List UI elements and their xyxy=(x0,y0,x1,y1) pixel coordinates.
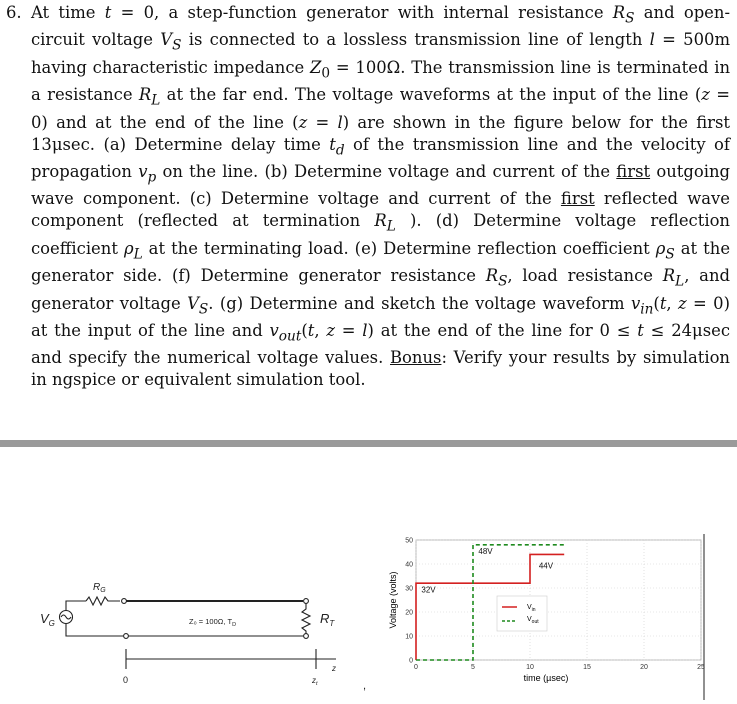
x-tick-label: 20 xyxy=(640,664,648,671)
terminal-bottom-right xyxy=(304,634,309,639)
data-label: 44V xyxy=(538,561,554,571)
terminal-top-left xyxy=(122,599,127,604)
axis-end-label: $z_t$ xyxy=(312,676,318,687)
rt-label: $R_T$ xyxy=(320,611,335,628)
resistor-rt xyxy=(302,604,310,634)
y-tick-label: 0 xyxy=(409,657,413,665)
problem-statement xyxy=(6,2,730,392)
x-tick-label: 5 xyxy=(471,664,475,671)
x-tick-label: 15 xyxy=(583,664,591,671)
plot-area xyxy=(416,540,701,660)
legend-vout-label: $V_{out}$ xyxy=(527,616,539,625)
problem-text: At time t = 0, a step-function generator with internal resistance $R_S$ and open-circuit voltage $V_S$ is connected to a lossless transmission line of length l = 500m having characteristic impedance $Z_0 = 100\Omega$. The transmission line is terminated in a resistance $R_L$ at the far end. The voltage waveforms at the input of the line (z = 0) and at the end of the line (z = l) are shown in the figure below for the first 13μsec. (a) Determine delay time $t_d$ of the transmission line and the velocity of propagation $v_p$ on the line. (b) Determine voltage and current of the first outgoing wave component. (c) Determine voltage and current of the first reflected wave component (reflected at termination $R_L$ ). (d) Determine voltage reflection coefficient $\rho_L$ at the terminating load. (e) Determine reflection coefficient $\rho_S$ at the generator side. (f) Determine generator resistance $R_S$, load resistance $R_L$, and generator voltage $V_S$. (g) Determine and sketch the voltage waveform $v_{in}(t$, z = 0) at the input of the line and $v_{out}(t$, z = l) at the end of the line for 0 ≤ t ≤ 24μsec and specify the numerical voltage values. Bonus: Verify your results by simulation in ngspice or equivalent simulation tool. xyxy=(31,3,731,390)
source-label: $V_G$ xyxy=(40,611,55,628)
line-impedance-label: Z₀ = 100Ω, $T_D$ xyxy=(189,617,237,628)
y-tick-label: 50 xyxy=(405,537,413,545)
plot-legend xyxy=(497,596,547,631)
x-tick-label: 10 xyxy=(526,664,534,671)
terminal-top-right xyxy=(304,599,309,604)
y-tick-label: 10 xyxy=(405,633,413,641)
x-tick-label: 0 xyxy=(414,664,418,671)
problem-number: 6. xyxy=(6,3,22,22)
y-tick-label: 40 xyxy=(405,561,413,569)
axis-zero-label: 0 xyxy=(123,675,129,685)
comma-separator: , xyxy=(363,680,367,692)
voltage-plot xyxy=(388,538,705,684)
wire-top-left xyxy=(66,601,86,611)
x-axis-label: time (µsec) xyxy=(523,673,569,683)
rg-label: $R_G$ xyxy=(93,582,106,594)
y-tick-label: 20 xyxy=(405,609,413,617)
terminal-bottom-left xyxy=(124,634,129,639)
x-tick-label: 25 xyxy=(697,664,705,671)
figure-svg xyxy=(0,447,737,700)
figure-panel xyxy=(0,447,737,700)
legend-vin-label: $V_{in}$ xyxy=(527,604,536,613)
circuit-labels xyxy=(40,582,366,692)
resistor-rg xyxy=(86,597,120,605)
source-wave-icon xyxy=(61,615,71,619)
axis-z-label: z xyxy=(332,664,336,673)
y-tick-label: 30 xyxy=(405,585,413,593)
wire-bottom-left xyxy=(66,624,123,637)
circuit-diagram xyxy=(60,597,337,669)
section-divider xyxy=(0,440,737,447)
data-label: 48V xyxy=(478,547,493,557)
y-axis-label: Voltage (volts) xyxy=(388,571,398,629)
data-label: 32V xyxy=(421,585,436,595)
legend-box xyxy=(497,596,547,631)
